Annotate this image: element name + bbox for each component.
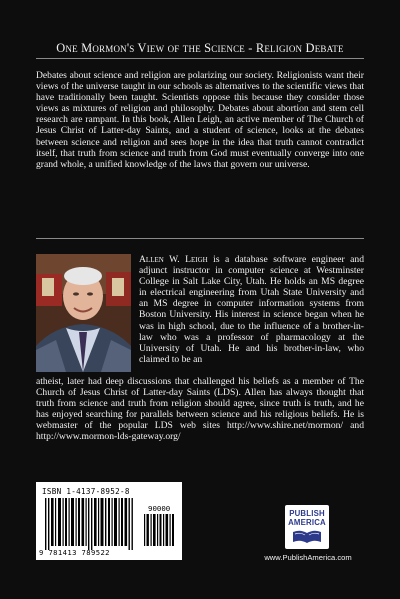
isbn-barcode xyxy=(36,482,182,560)
open-book-icon xyxy=(285,505,329,549)
book-title: One Mormon's View of the Science - Religion Debate xyxy=(56,41,344,55)
title-divider xyxy=(36,58,364,59)
price-code: 90000 xyxy=(148,504,171,513)
author-name: Allen W. Leigh xyxy=(139,254,208,265)
publisher-website: www.PublishAmerica.com xyxy=(264,553,352,562)
logo-line-2: AMERICA xyxy=(288,518,326,527)
isbn-number: ISBN 1-4137-8952-8 xyxy=(42,487,130,496)
author-bio-top xyxy=(139,254,364,365)
logo-line-1: PUBLISH xyxy=(289,509,325,518)
ean-digits: 9 781413 789522 xyxy=(39,548,110,557)
publisher-logo xyxy=(285,505,329,549)
author-photo xyxy=(36,254,131,372)
author-bio-bottom: atheist, later had deep discussions that challenged his beliefs as a member of The Church of Jesus Christ of Latter-day Saints (LDS). Allen has always thought that truth from science and truth from religion should agree, since truth is truth, and he has enjoyed searching for parallels between science and his religious beliefs. He is webmaster of the popular LDS web sites http://www.shire.net/mormon/ and http://www.mormon-lds-gateway.org/ xyxy=(36,376,364,443)
blurb-divider xyxy=(36,238,364,239)
author-portrait-icon xyxy=(36,254,131,372)
book-blurb: Debates about science and religion are polarizing our society. Religionists want their views of the universe taught in our schools as alternatives to the scientific views that have traditionally been taught. Scientists oppose this because they consider those views as mixtures of religion and philosophy. Debates about abortion and stem cell research are rampant. In this book, Allen Leigh, an active member of The Church of Jesus Christ of Latter-day Saints, and a student of science, looks at the debates between science and religion and sees hope in the idea that truth cannot contradict itself, that truth from science and truth from God must eventually converge into one grand whole, a unified knowledge of the laws that govern our universe. xyxy=(36,70,364,170)
author-bio-text-top: is a database software engineer and adjunct instructor in computer science at Westminster College in Salt Lake City, Utah. He holds an MS degree in electrical engineering from Utah State University and an MS degree in computer information systems from Boston University. His interest in science began when he was in high school, due to the influence of a brother-in-law who was a professor of pharmacology at the University of Utah. He and his brother-in-law, who claimed to be an xyxy=(139,254,364,365)
